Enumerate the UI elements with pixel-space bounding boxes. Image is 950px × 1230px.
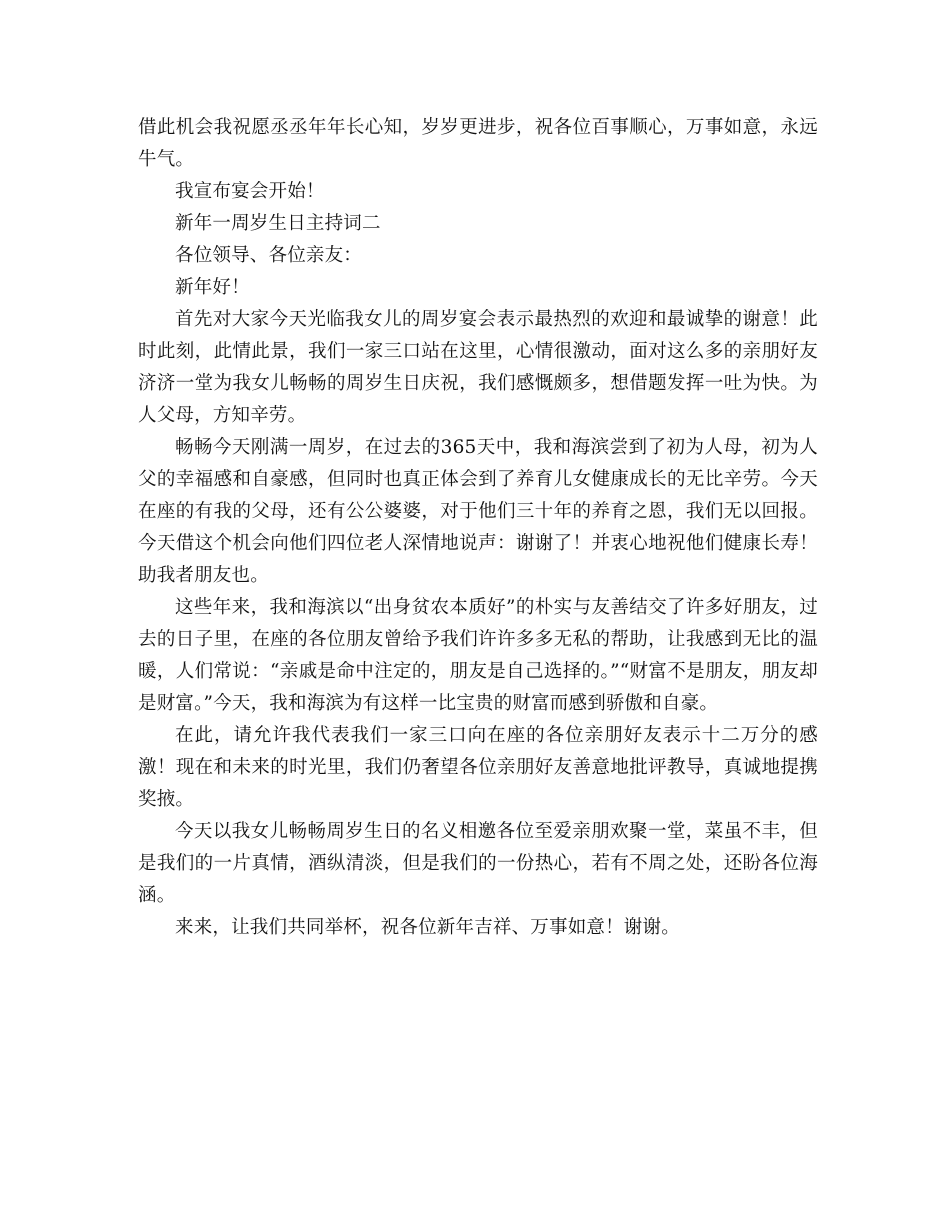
document-body <box>138 112 818 944</box>
paragraph-1: 我宣布宴会开始！ <box>175 181 325 202</box>
greeting: 新年好！ <box>175 277 250 298</box>
paragraph-5: 首先对大家今天光临我女儿的周岁宴会表示最热烈的欢迎和最诚挚的谢意！此时此刻，此情此景，我们一家三口站在这里，心情很激动，面对这么多的亲朋好友济济一堂为我女儿畅畅的周岁生日庆祝，我们感慨颇多，想借题发挥一吐为快。为人父母，方知辛劳。 <box>138 309 818 426</box>
paragraph-6: 畅畅今天刚满一周岁，在过去的365天中，我和海滨尝到了初为人母，初为人父的幸福感和自豪感，但同时也真正体会到了养育儿女健康成长的无比辛劳。今天在座的有我的父母，还有公公婆婆，对于他们三十年的养育之恩，我们无以回报。今天借这个机会向他们四位老人深情地说声：谢谢了！并衷心地祝他们健康长寿！助我者朋友也。 <box>138 437 818 586</box>
section-heading: 新年一周岁生日主持词二 <box>175 213 381 234</box>
paragraph-9: 今天以我女儿畅畅周岁生日的名义相邀各位至爱亲朋欢聚一堂，菜虽不丰，但是我们的一片真情，酒纵清淡，但是我们的一份热心，若有不周之处，还盼各位海涵。 <box>138 821 818 906</box>
salutation: 各位领导、各位亲友： <box>175 245 363 266</box>
paragraph-0: 借此机会我祝愿丞丞年年长心知，岁岁更进步，祝各位百事顺心，万事如意，永远牛气。 <box>138 117 818 170</box>
closing-paragraph: 来来，让我们共同举杯，祝各位新年吉祥、万事如意！谢谢。 <box>175 917 680 938</box>
paragraph-7: 这些年来，我和海滨以“出身贫农本质好”的朴实与友善结交了许多好朋友，过去的日子里，在座的各位朋友曾给予我们许许多多无私的帮助，让我感到无比的温暖，人们常说：“亲戚是命中注定的，朋友是自己选择的。”“财富不是朋友，朋友却是财富。”今天，我和海滨为有这样一比宝贵的财富而感到骄傲和自豪。 <box>138 597 818 714</box>
paragraph-8: 在此，请允许我代表我们一家三口向在座的各位亲朋好友表示十二万分的感激！现在和未来的时光里，我们仍奢望各位亲朋好友善意地批评教导，真诚地提携奖掖。 <box>138 725 818 810</box>
